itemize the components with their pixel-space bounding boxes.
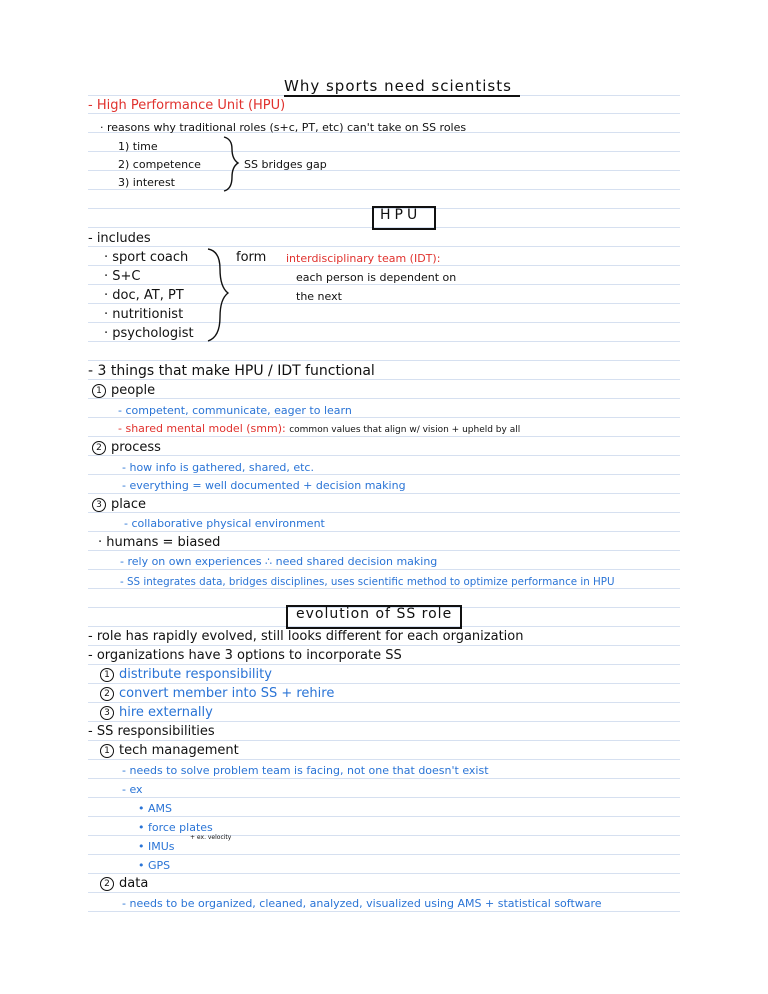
humans-bullet: - SS integrates data, bridges disciplines, uses scientific method to optimize performance in HPU (120, 576, 615, 588)
idt-desc: the next (296, 290, 342, 303)
tech-ex-item: • GPS (138, 859, 171, 872)
tech-bullet: - needs to solve problem team is facing, not one that doesn't exist (122, 764, 489, 777)
data-label: 2 data (100, 876, 148, 891)
responsibilities-heading: - SS responsibilities (88, 724, 215, 739)
includes-item: · psychologist (104, 326, 194, 341)
form-word: form (236, 250, 267, 265)
brace-icon (206, 247, 232, 343)
humans-bullet: - rely on own experiences ∴ need shared decision making (120, 555, 438, 568)
includes-heading: - includes (88, 231, 151, 246)
evolution-line: - role has rapidly evolved, still looks different for each organization (88, 629, 524, 644)
idt-label: interdisciplinary team (IDT): (286, 252, 441, 265)
page-title: Why sports need scientists (284, 77, 512, 95)
humans-biased: · humans = biased (98, 535, 221, 550)
reason-item: 1) time (118, 140, 158, 153)
tech-ex: - ex (122, 783, 143, 796)
people-label: 1 people (92, 383, 155, 398)
evolution-box-label: evolution of SS role (296, 606, 453, 622)
includes-item: · sport coach (104, 250, 189, 265)
title-underline (284, 95, 520, 97)
process-label: 2 process (92, 440, 161, 455)
data-bullet: - needs to be organized, cleaned, analyzed, visualized using AMS + statistical software (122, 897, 602, 910)
reason-item: 3) interest (118, 176, 175, 189)
people-smm: - shared mental model (smm): common values that align w/ vision + upheld by all (118, 422, 521, 435)
option-item: 2 convert member into SS + rehire (100, 686, 334, 701)
hpu-box-label: HPU (380, 207, 422, 223)
option-item: 3 hire externally (100, 705, 213, 720)
includes-item: · doc, AT, PT (104, 288, 184, 303)
place-bullet: - collaborative physical environment (124, 517, 325, 530)
includes-item: · nutritionist (104, 307, 184, 322)
three-things-heading: - 3 things that make HPU / IDT functional (88, 363, 375, 379)
hpu-heading: - High Performance Unit (HPU) (88, 98, 286, 113)
reasons-line: · reasons why traditional roles (s+c, PT, etc) can't take on SS roles (100, 121, 467, 134)
process-bullet: - everything = well documented + decision making (122, 479, 406, 492)
tech-ex-item: • IMUs (138, 840, 175, 853)
process-bullet: - how info is gathered, shared, etc. (122, 461, 314, 474)
evolution-line: - organizations have 3 options to incorporate SS (88, 648, 402, 663)
tech-label: 1 tech management (100, 743, 239, 758)
imu-note: + ex. velocity (190, 834, 232, 841)
brace-icon (222, 135, 242, 195)
place-label: 3 place (92, 497, 146, 512)
brace-note: SS bridges gap (244, 158, 327, 171)
option-item: 1 distribute responsibility (100, 667, 272, 682)
people-bullet: - competent, communicate, eager to learn (118, 404, 352, 417)
tech-ex-item: • AMS (138, 802, 172, 815)
idt-desc: each person is dependent on (296, 271, 457, 284)
includes-item: · S+C (104, 269, 141, 284)
reason-item: 2) competence (118, 158, 201, 171)
tech-ex-item: • force plates (138, 821, 213, 834)
